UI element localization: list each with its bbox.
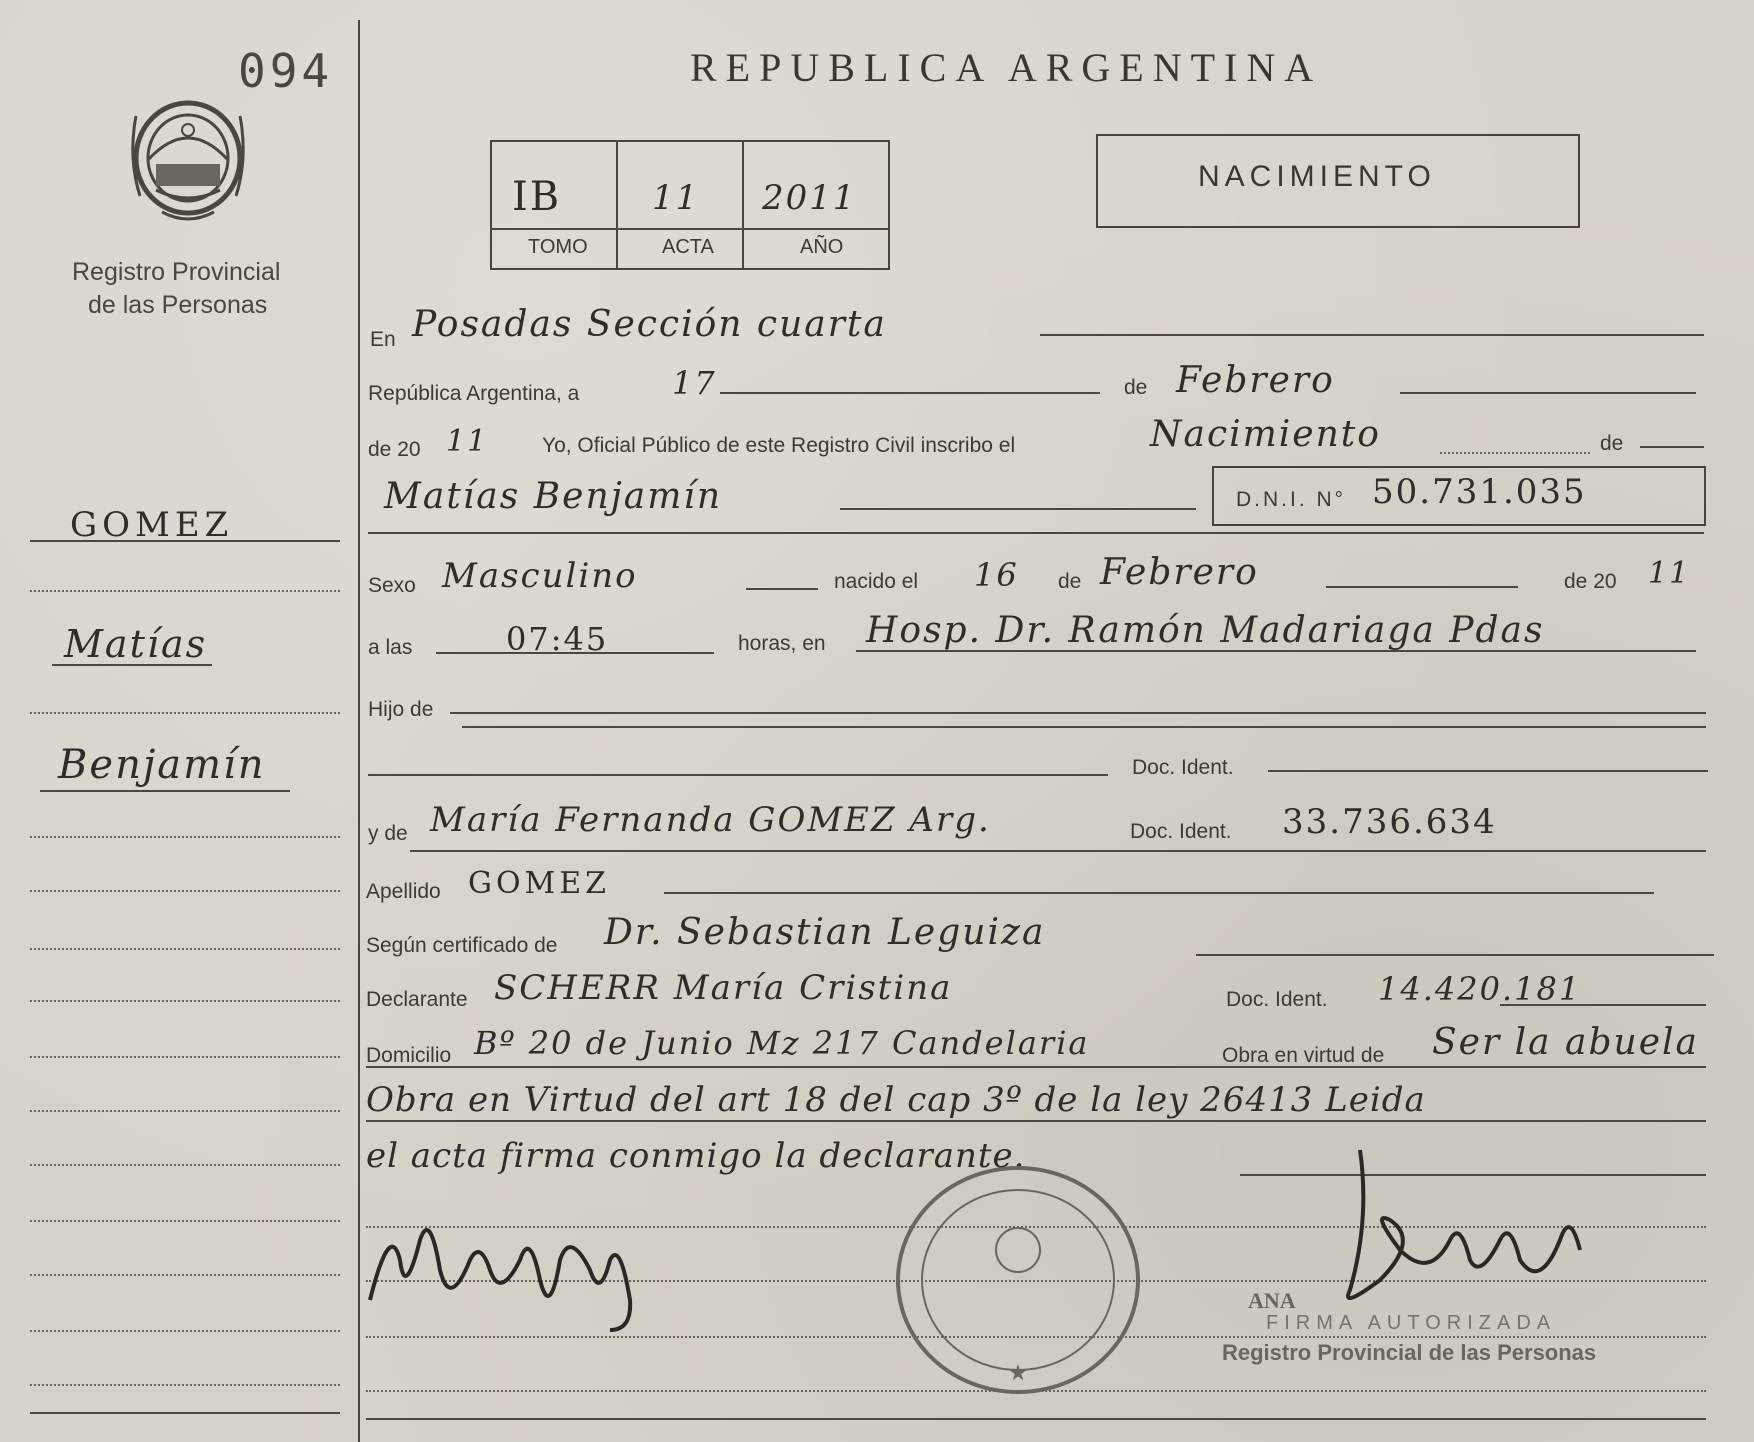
page-number: 094 bbox=[238, 44, 334, 98]
father-doc-line bbox=[1268, 770, 1708, 772]
doc-ident-label-2: Doc. Ident. bbox=[1130, 820, 1232, 843]
de20-label: de 20 bbox=[368, 438, 421, 461]
declarante-line bbox=[1500, 1004, 1706, 1006]
en-label: En bbox=[370, 328, 396, 351]
registry-name-line1: Registro Provincial bbox=[72, 258, 281, 286]
margin-line bbox=[30, 1000, 340, 1002]
margin-second-name: Benjamín bbox=[58, 742, 266, 788]
time-line bbox=[436, 652, 714, 654]
registry-name-line2: de las Personas bbox=[88, 291, 268, 319]
obra-value: Ser la abuela bbox=[1432, 1022, 1700, 1063]
de-label-2: de bbox=[1600, 432, 1624, 455]
de-label-1: de bbox=[1124, 376, 1148, 399]
year-suffix-value: 11 bbox=[446, 424, 489, 459]
certificate-value: Dr. Sebastian Leguiza bbox=[604, 912, 1046, 953]
sex-value: Masculino bbox=[442, 556, 638, 596]
margin-line bbox=[40, 790, 290, 792]
certificate-line bbox=[1196, 954, 1714, 956]
mother-value: María Fernanda GOMEZ Arg. bbox=[430, 800, 991, 840]
segun-label: Según certificado de bbox=[366, 934, 558, 957]
apellido-value: GOMEZ bbox=[468, 866, 611, 901]
yo-text: Yo, Oficial Público de este Registro Civil inscribo el bbox=[542, 434, 1016, 457]
margin-line bbox=[30, 890, 340, 892]
dni-value: 50.731.035 bbox=[1372, 472, 1587, 512]
margin-line bbox=[30, 1274, 340, 1276]
doc-ident-label-1: Doc. Ident. bbox=[1132, 756, 1234, 779]
margin-line bbox=[30, 1412, 340, 1414]
record-type: NACIMIENTO bbox=[1198, 160, 1436, 193]
domicilio-label: Domicilio bbox=[366, 1044, 452, 1067]
record-id-divider bbox=[742, 140, 744, 268]
de-label-3: de bbox=[1058, 570, 1082, 593]
stamp-registro: Registro Provincial de las Personas bbox=[1222, 1340, 1597, 1365]
ano-value: 2011 bbox=[762, 178, 857, 218]
bottom-line bbox=[366, 1418, 1706, 1420]
margin-line bbox=[30, 1220, 340, 1222]
margin-line bbox=[30, 836, 340, 838]
birth-day-value: 16 bbox=[974, 556, 1019, 594]
stamp-ana: ANA bbox=[1248, 1288, 1296, 1313]
margin-line bbox=[30, 1384, 340, 1386]
svg-text:★: ★ bbox=[1008, 1361, 1028, 1386]
mother-doc-value: 33.736.634 bbox=[1282, 802, 1497, 842]
inscription-type-value: Nacimiento bbox=[1150, 414, 1381, 455]
note-line-2: el acta firma conmigo la declarante. bbox=[366, 1136, 1026, 1176]
alas-label: a las bbox=[368, 636, 413, 659]
republica-label: República Argentina, a bbox=[368, 382, 580, 405]
birth-time-value: 07:45 bbox=[506, 620, 609, 658]
official-round-stamp-image bbox=[888, 1160, 1148, 1400]
officer-signature-image bbox=[1300, 1140, 1600, 1320]
birth-year-suffix-value: 11 bbox=[1648, 556, 1691, 591]
margin-line bbox=[30, 1330, 340, 1332]
child-name-line bbox=[840, 508, 1196, 510]
de-line bbox=[1640, 446, 1704, 448]
inscription-line bbox=[1440, 452, 1590, 454]
birth-place-line bbox=[856, 650, 1696, 652]
apellido-label: Apellido bbox=[366, 880, 441, 903]
birth-month-value: Febrero bbox=[1100, 552, 1259, 593]
apellido-line bbox=[664, 892, 1654, 894]
declarante-value: SCHERR María Cristina bbox=[494, 968, 953, 1008]
mother-line bbox=[410, 850, 1706, 852]
note-line-1: Obra en Virtud del art 18 del cap 3º de la ley 26413 Leida bbox=[366, 1080, 1426, 1120]
acta-label: ACTA bbox=[662, 236, 714, 258]
month-line bbox=[1400, 392, 1696, 394]
ano-label: AÑO bbox=[800, 236, 844, 258]
horas-label: horas, en bbox=[738, 632, 826, 655]
stamp-firma-autorizada: FIRMA AUTORIZADA bbox=[1266, 1312, 1557, 1334]
place-line bbox=[1040, 334, 1704, 336]
record-id-divider bbox=[616, 140, 618, 268]
margin-line bbox=[30, 1056, 340, 1058]
margin-line bbox=[30, 590, 340, 592]
sexo-label: Sexo bbox=[368, 574, 416, 597]
declarant-signature-image bbox=[360, 1200, 660, 1340]
declarante-doc-value: 14.420.181 bbox=[1378, 970, 1582, 1008]
hijo-line bbox=[450, 712, 1706, 714]
day-line bbox=[720, 392, 1100, 394]
margin-line bbox=[30, 948, 340, 950]
acta-value: 11 bbox=[652, 178, 700, 218]
father-line bbox=[368, 774, 1108, 776]
note-line-1-rule bbox=[366, 1120, 1706, 1122]
tomo-label: TOMO bbox=[528, 236, 588, 258]
nacido-label: nacido el bbox=[834, 570, 919, 593]
margin-line bbox=[30, 1110, 340, 1112]
month-value: Febrero bbox=[1176, 360, 1335, 401]
provincial-seal-icon bbox=[118, 86, 258, 226]
margin-line bbox=[30, 712, 340, 714]
declarante-label: Declarante bbox=[366, 988, 468, 1011]
tomo-value: IB bbox=[512, 174, 562, 220]
day-value: 17 bbox=[672, 364, 717, 402]
dni-label: D.N.I. N° bbox=[1236, 488, 1347, 511]
domicilio-line bbox=[366, 1066, 1706, 1068]
doc-ident-label-3: Doc. Ident. bbox=[1226, 988, 1328, 1011]
country-title: REPUBLICA ARGENTINA bbox=[690, 45, 1323, 90]
dni-underline bbox=[368, 532, 1704, 534]
yde-label: y de bbox=[368, 822, 408, 845]
obra-label: Obra en virtud de bbox=[1222, 1044, 1385, 1067]
de20-label-2: de 20 bbox=[1564, 570, 1617, 593]
birth-month-line bbox=[1326, 586, 1518, 588]
margin-first-name: Matías bbox=[64, 622, 208, 666]
sex-line bbox=[746, 588, 818, 590]
margin-line bbox=[30, 1164, 340, 1166]
place-value: Posadas Sección cuarta bbox=[412, 304, 887, 345]
margin-surname: GOMEZ bbox=[70, 505, 234, 545]
child-name-value: Matías Benjamín bbox=[384, 476, 723, 517]
domicilio-value: Bº 20 de Junio Mz 217 Candelaria bbox=[474, 1024, 1090, 1062]
birth-place-value: Hosp. Dr. Ramón Madariaga Pdas bbox=[866, 610, 1545, 651]
hijo-label: Hijo de bbox=[368, 698, 434, 721]
record-id-divider bbox=[490, 228, 888, 230]
hijo-line-2 bbox=[462, 726, 1706, 728]
